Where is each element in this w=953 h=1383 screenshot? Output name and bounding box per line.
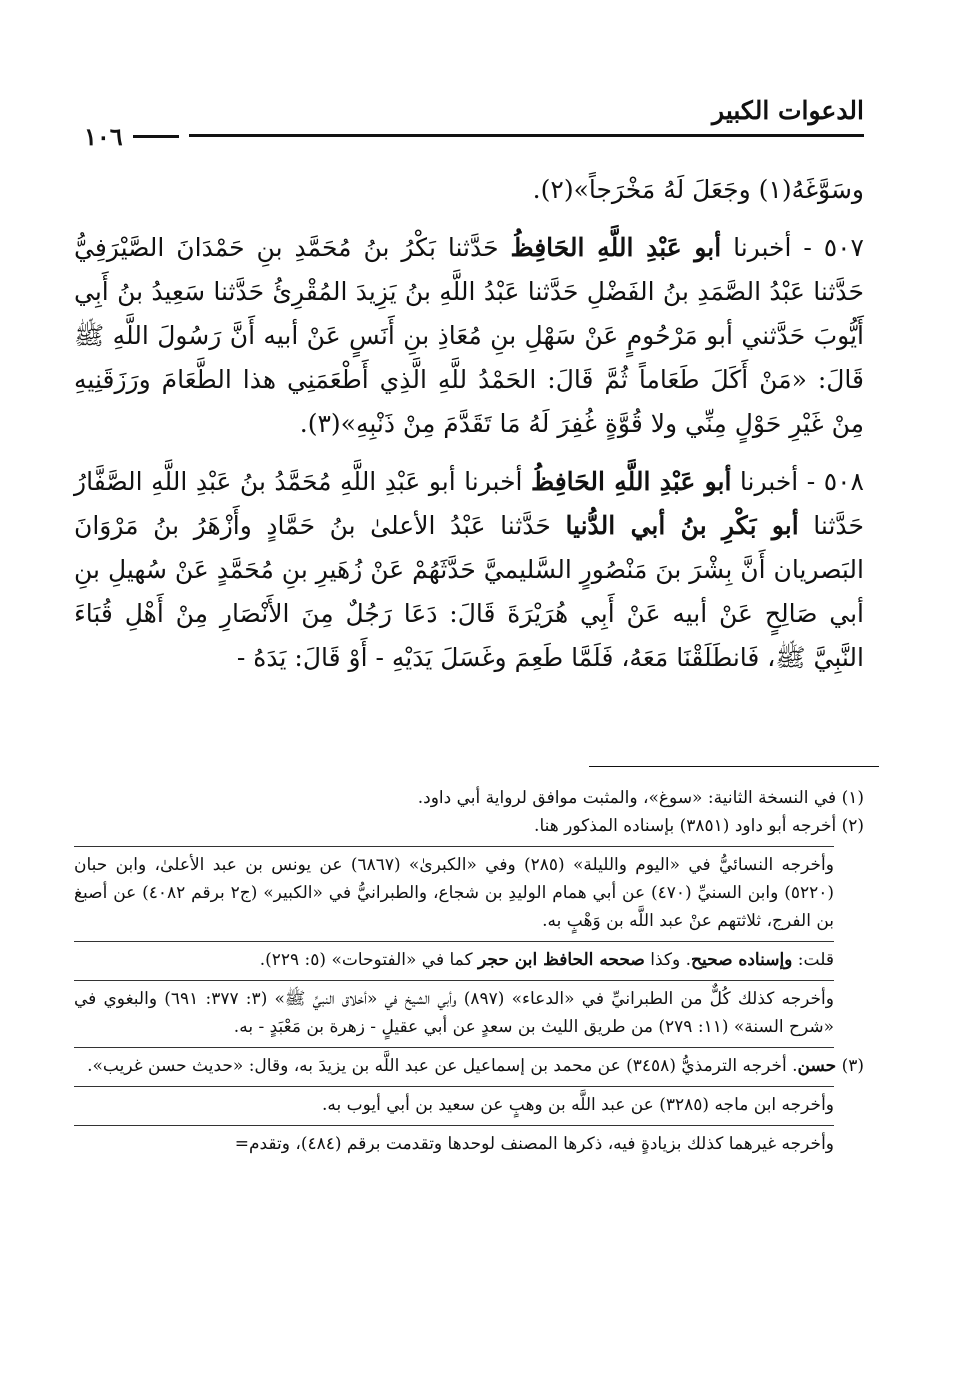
verdict-bold: وإسناده صحيح (691, 950, 793, 970)
footnote-2-verdict (74, 946, 864, 974)
footnote-divider (74, 941, 834, 942)
footnote-divider (74, 1047, 834, 1048)
footnote-separator (589, 766, 879, 767)
hadith-text: أخبرنا أبو عَبْدِ اللَّهِ مُحَمَّدُ بنُ عَبْدِ اللَّهِ الصَّفَّارُ حَدَّثنا (74, 467, 864, 540)
footnote-divider (74, 846, 834, 847)
hadith-text: حَدَّثنا عَبْدُ الأعلىٰ بنُ حَمَّادٍ وأَزْهَرُ بنُ مَرْوَانَ البَصريان أَنَّ بِشْرَ بنَ مَنْصُورٍ السَّليميَّ حَدَّثَهُمْ عَنْ زُهَيرِ بنِ مُحَمَّدٍ عَنْ سُهيلِ بنِ أبي صَالِحٍ عَنْ أبيه عَنْ أَبِي هُرَيْرَةَ قَالَ: دَعَا رَجُلٌ مِنَ الأَنْصَارِ مِنْ أَهْلِ قُبَاءَ النَّبِيَّ ﷺ، فَانطَلَقْنَا مَعَهُ، فَلَمَّا طَعِمَ وغَسَلَ يَدَيْهِ - أَوْ قَالَ: يَدَهُ - (74, 511, 864, 672)
hadith-number: ٥٠٨ - (806, 467, 864, 496)
footnote-3-paragraph: وأخرجه ابن ماجه (٣٢٨٥) عن عبد اللَّه بن وهبٍ عن سعيد بن أبي أيوب به. (321, 1095, 834, 1115)
verdict-bold: حسن (797, 1056, 837, 1076)
hadith-text: أخبرنا (721, 233, 804, 262)
footnote-text: كما في «الفتوحات» (٥: ٢٢٩). (259, 950, 478, 970)
narrator-bold: أبو عَبْدِ اللَّهِ الحَافِظُ (530, 467, 732, 496)
narrator-bold: أبو عَبْدِ اللَّهِ الحَافِظُ (510, 233, 722, 262)
page-header (74, 88, 864, 158)
footnote-1: (١) في النسخة الثانية: «سوغ»، والمثبت موافق لرواية أبي داود. (417, 788, 864, 808)
narrator-bold: أبو بَكْرِ بنُ أبي الدُّنيا (565, 511, 799, 540)
footnote-2-paragraph: وأخرجه كذلك كُلٌّ من الطبرانيِّ في «الدعاء» (٨٩٧) وأبي الشيخ في «أخلاق النبيِّ ﷺ» (٣: ٣٧٧: ٦٩١) والبغوي في «شرح السنة» (١١: ٢٧٩) من طريق الليث بن سعدٍ عن أبي عقيلٍ - زهرة بن مَعْبَدٍ - به. (74, 989, 834, 1037)
footnote-text: (٣) (836, 1056, 864, 1076)
book-title: الدعوات الكبير (712, 96, 864, 125)
main-text (74, 168, 864, 680)
hadith-508 (74, 460, 864, 680)
footnote-3 (74, 1052, 864, 1080)
hadith-507 (74, 226, 864, 446)
hadith-number: ٥٠٧ - (803, 233, 864, 262)
footnote-divider (74, 980, 834, 981)
page-number-dash (133, 135, 179, 138)
header-rule (74, 134, 864, 137)
footnote-text: قلت: (792, 950, 834, 970)
page-number: ١٠٦ (84, 122, 123, 151)
hadith-text: أخبرنا (731, 467, 807, 496)
page-number-block (74, 122, 189, 151)
footnote-3-paragraph: وأخرجه غيرهما كذلك بزيادةٍ فيه، ذكرها المصنف لوحدها وتقدمت برقم (٤٨٤)، وتقدم= (234, 1134, 834, 1154)
hadith-text: حَدَّثنا بَكْرُ بنُ مُحَمَّدِ بنِ حَمْدَانَ الصَّيْرَفِيُّ حَدَّثنا عَبْدُ الصَّمَدِ بنُ الفَضْلِ حَدَّثنا عَبْدُ اللَّهِ بنُ يَزِيدَ المُقْرِئُ حَدَّثنا سَعِيدُ بنُ أَبِي أَيُّوبَ حَدَّثني أبو مَرْحُومٍ عَنْ سَهْلِ بنِ مُعَاذِ بنِ أَنَسٍ عَنْ أبيه أَنَّ رَسُولَ اللَّهِ ﷺ قَالَ: «مَنْ أَكَلَ طَعَاماً ثُمَّ قَالَ: الحَمْدُ للَّهِ الَّذِي أَطْعَمَنِي هذا الطَّعَامَ ورَزَقَنِيهِ مِنْ غَيْرِ حَوْلٍ مِنِّي ولا قُوَّةٍ غُفِرَ لَهُ مَا تَقَدَّمَ مِنْ ذَنْبِهِ»(٣). (74, 233, 864, 438)
footnote-divider (74, 1086, 834, 1087)
continuation-line: وسَوَّغَهُ(١) وجَعَلَ لَهُ مَخْرَجاً»(٢). (532, 175, 864, 204)
footnote-2: (٢) أخرجه أبو داود (٣٨٥١) بإسناده المذكور هنا. (534, 816, 864, 836)
footnote-2-paragraph: وأخرجه النسائيُّ في «اليوم والليلة» (٢٨٥) وفي «الكبرىٰ» (٦٨٦٧) عن يونس بن عبد الأعلىٰ، وابن حبان (٥٢٢٠) وابن السنيِّ (٤٧٠) عن أبي همام الوليدِ بن شجاع، والطبرانيُّ في «الكبير» (ج٢ برقم ٤٠٨٢) عن أصبغ بن الفرج، ثلاثتهم عنْ عبد اللَّه بن وَهْبٍ به. (74, 855, 835, 931)
verdict-bold: صححه الحافظ ابن حجر (477, 950, 645, 970)
footnote-text: . وكذا (644, 950, 691, 970)
footnotes (74, 784, 864, 1158)
footnote-text: . أخرجه الترمذيُّ (٣٤٥٨) عن محمد بن إسماعيل عن عبد اللَّه بن يزيدَ به، وقال: «حديث حسن غريب». (87, 1056, 798, 1076)
footnote-divider (74, 1125, 834, 1126)
